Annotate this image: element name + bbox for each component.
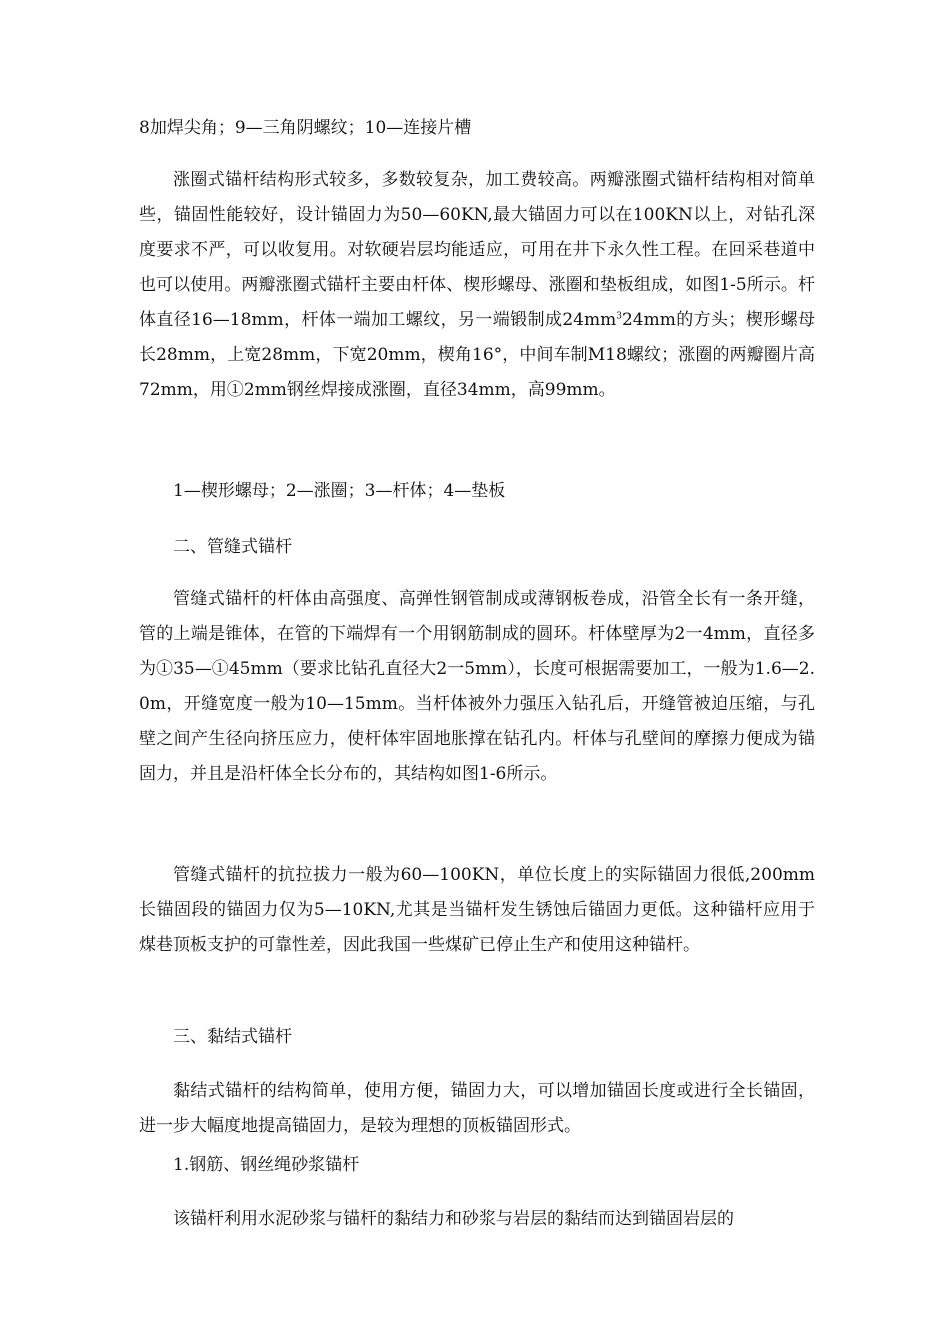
section-heading-2: 二、管缝式锚杆 — [173, 537, 292, 557]
paragraph-text-cont: 24mm的方头；楔形螺母长28mm，上宽28mm，下宽20mm，楔角16°，中间车制M18螺纹；涨圈的两瓣圈片高72mm，用①2mm钢丝焊接成涨圈，直径34mm，高99mm。 — [139, 310, 815, 400]
paragraph-split-set-strength: 管缝式锚杆的抗拉拔力一般为60—100KN，单位长度上的实际锚固力很低,200mm长锚固段的锚固力仅为5—10KN,尤其是当锚杆发生锈蚀后锚固力更低。这种锚杆应用于煤巷顶板支护的可靠性差，因此我国一些煤矿已停止生产和使用这种锚杆。 — [139, 865, 815, 955]
superscript: 3 — [616, 311, 622, 322]
paragraph-mortar-anchor: 该锚杆利用水泥砂浆与锚杆的黏结力和砂浆与岩层的黏结而达到锚固岩层的 — [173, 1209, 734, 1229]
section-heading-3: 三、黏结式锚杆 — [173, 1027, 292, 1047]
subheading-rebar-mortar-anchor: 1.钢筋、钢丝绳砂浆锚杆 — [173, 1155, 360, 1175]
paragraph-split-set-anchor: 管缝式锚杆的杆体由高强度、高弹性钢管制成或薄钢板卷成，沿管全长有一条开缝，管的上端是锥体，在管的下端焊有一个用钢筋制成的圆环。杆体壁厚为2一4mm，直径多为①35—①45mm（要求比钻孔直径大2一5mm），长度可根据需要加工，一般为1.6—2.0m，开缝宽度一般为10—15mm。当杆体被外力强压入钻孔后，开缝管被迫压缩，与孔壁之间产生径向挤压应力，使杆体牢固地胀撑在钻孔内。杆体与孔壁间的摩擦力便成为锚固力，并且是沿杆体全长分布的，其结构如图1-6所示。 — [139, 589, 815, 784]
figure-caption-mid: 1—楔形螺母；2—涨圈；3—杆体；4—垫板 — [173, 481, 506, 501]
paragraph-bonded-anchor: 黏结式锚杆的结构简单，使用方便，锚固力大，可以增加锚固长度或进行全长锚固，进一步大幅度地提高锚固力，是较为理想的顶板锚固形式。 — [139, 1081, 815, 1136]
paragraph-expansion-shell-anchor — [139, 163, 815, 408]
paragraph-text: 涨圈式锚杆结构形式较多，多数较复杂，加工费较高。两瓣涨圈式锚杆结构相对简单些，锚固性能较好，设计锚固力为50—60KN,最大锚固力可以在100KN以上，对钻孔深度要求不严，可以收复用。对软硬岩层均能适应，可用在井下永久性工程。在回采巷道中也可以使用。两瓣涨圈式锚杆主要由杆体、楔形螺母、涨圈和垫板组成，如图1-5所示。杆体直径16—18mm，杆体一端加工螺纹，另一端锻制成24mm — [139, 170, 815, 330]
figure-caption-top: 8加焊尖角；9—三角阴螺纹；10—连接片槽 — [139, 118, 472, 138]
